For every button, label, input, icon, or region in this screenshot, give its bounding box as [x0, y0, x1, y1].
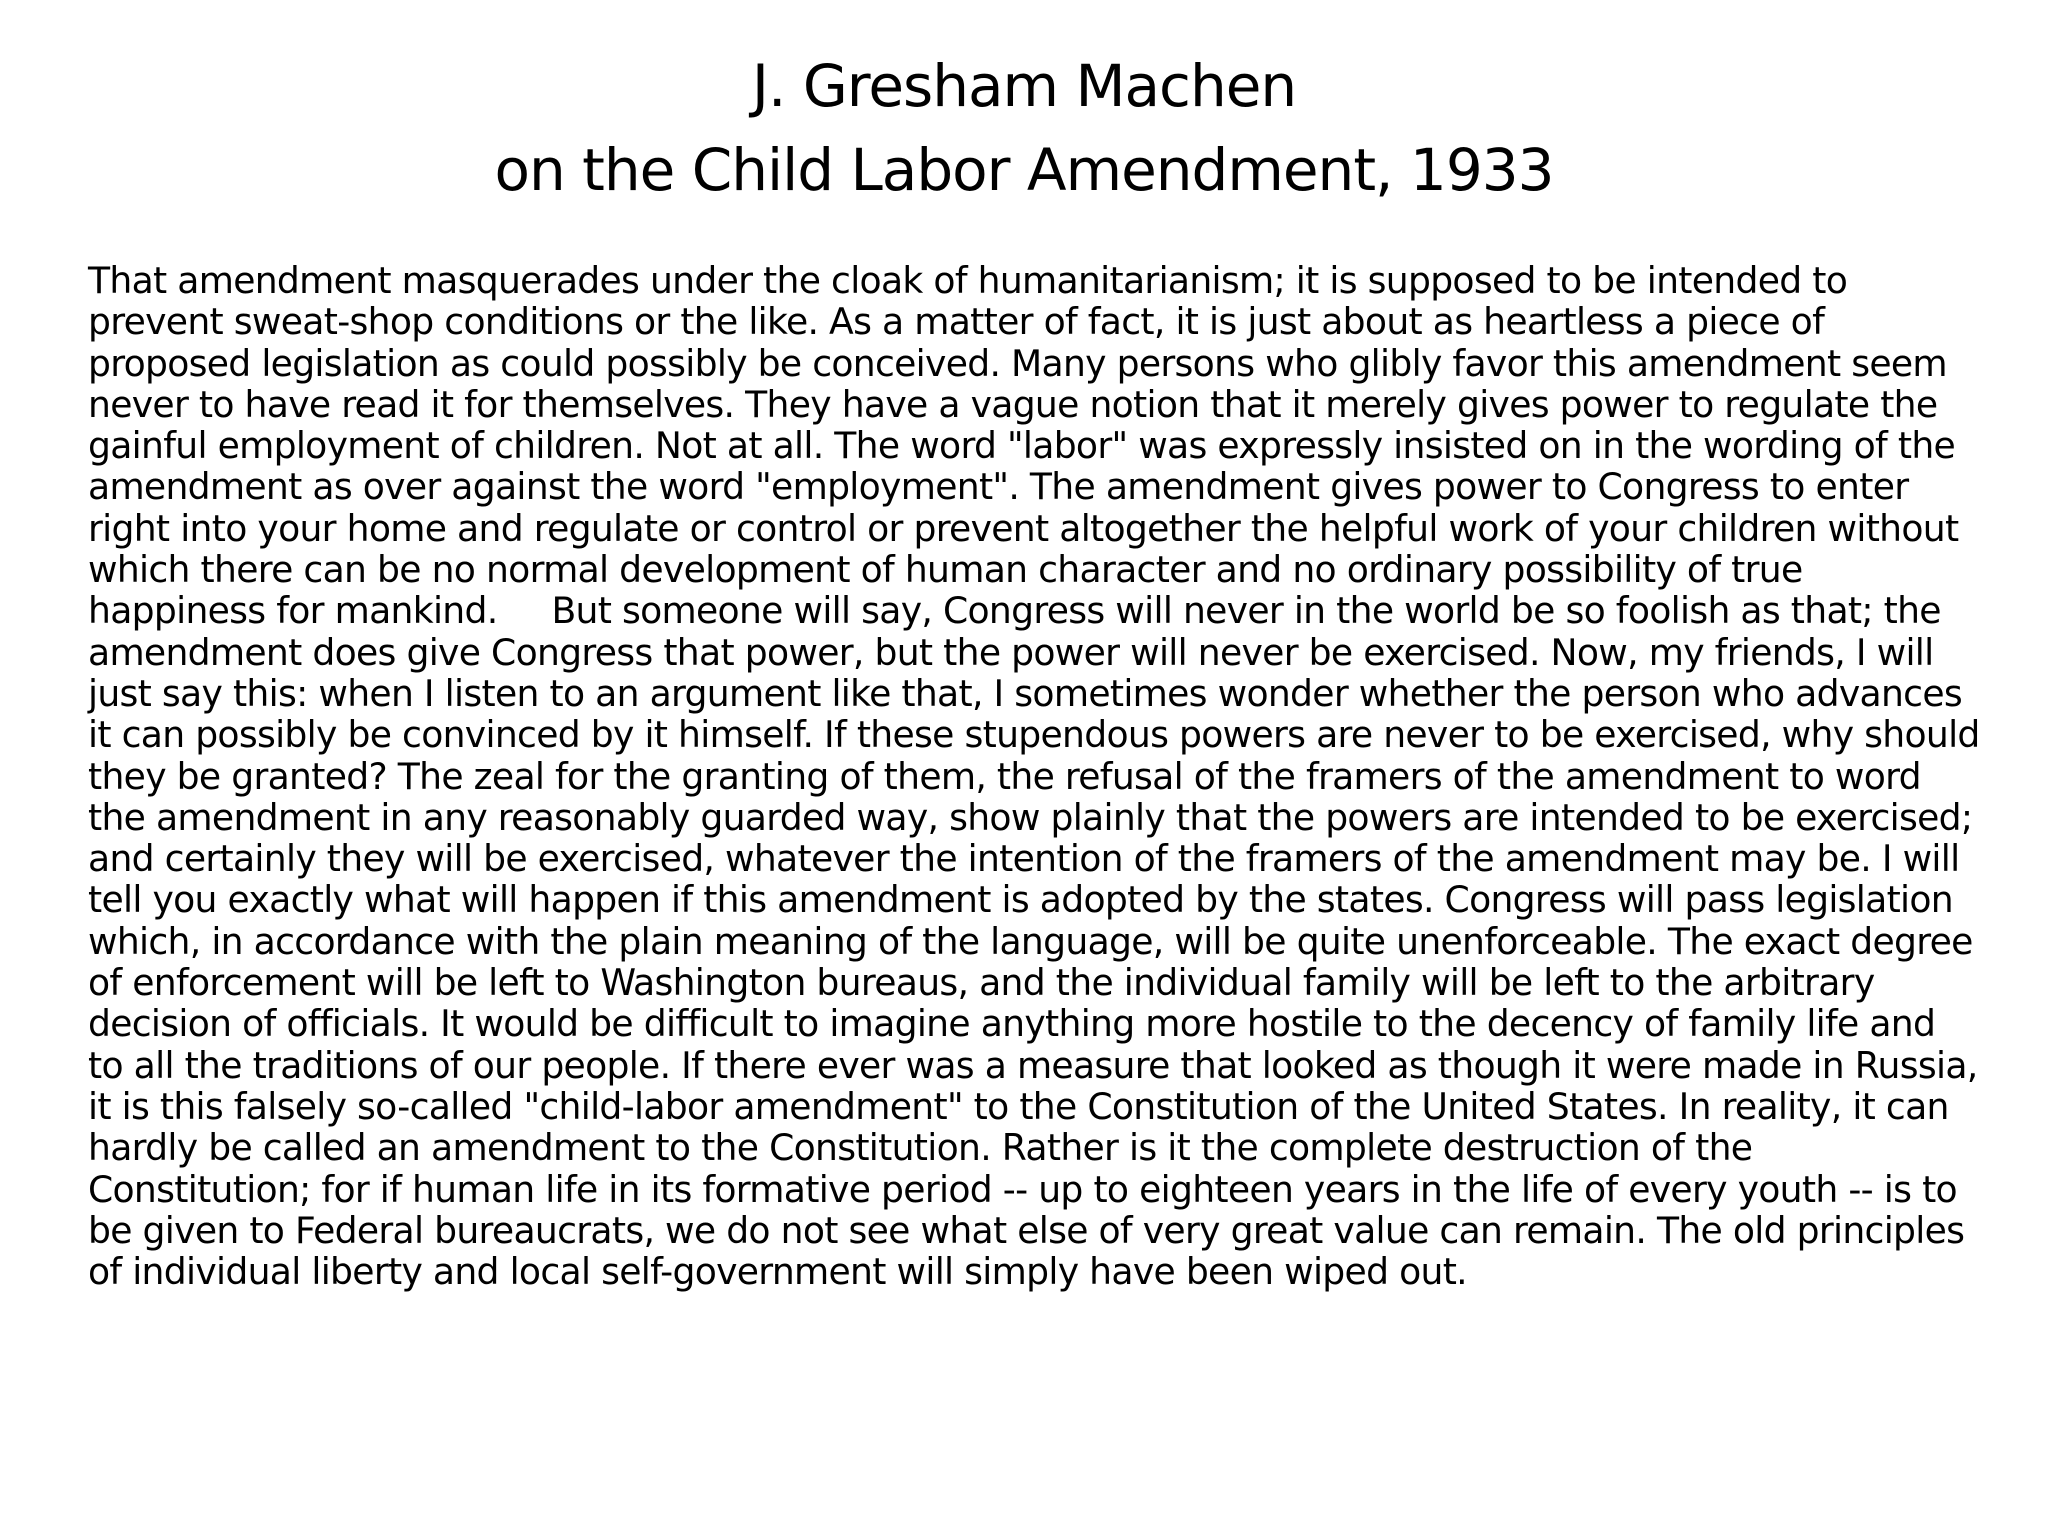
quote-line: never to have read it for themselves. They have a vague notion that it merely gives power to regulate the [88, 382, 1938, 426]
quote-body [88, 260, 2008, 1292]
quote-line: be given to Federal bureaucrats, we do not see what else of very great value can remain. The old principles [88, 1208, 1965, 1252]
title-line-1: J. Gresham Machen [751, 52, 1297, 120]
quote-line: amendment as over against the word "employment". The amendment gives power to Congress to enter [88, 465, 1909, 509]
quote-line: to all the traditions of our people. If there ever was a measure that looked as though it were made in Russia, [88, 1043, 1978, 1087]
quote-line: of enforcement will be left to Washington bureaus, and the individual family will be left to the arbitrary [88, 961, 1875, 1005]
quote-line: happiness for mankind. But someone will say, Congress will never in the world be so foolish as that; the [88, 589, 1941, 633]
quote-line: prevent sweat-shop conditions or the like. As a matter of fact, it is just about as heartless a piece of [88, 300, 1825, 344]
quote-line: the amendment in any reasonably guarded way, show plainly that the powers are intended to be exercised; [88, 795, 1973, 839]
title-line-2: on the Child Labor Amendment, 1933 [494, 136, 1554, 204]
quote-line: gainful employment of children. Not at all. The word "labor" was expressly insisted on in the wording of the [88, 424, 1956, 468]
quote-line: and certainly they will be exercised, whatever the intention of the framers of the amendment may be. I will [88, 837, 1960, 881]
quote-line: they be granted? The zeal for the granting of them, the refusal of the framers of the amendment to word [88, 754, 1921, 798]
quote-line: proposed legislation as could possibly be conceived. Many persons who glibly favor this amendment seem [88, 341, 1947, 385]
quote-line: just say this: when I listen to an argument like that, I sometimes wonder whether the person who advances [88, 671, 1962, 715]
quote-line: it can possibly be convinced by it himself. If these stupendous powers are never to be exercised, why should [88, 713, 1980, 757]
quote-line: which there can be no normal development of human character and no ordinary possibility of true [88, 548, 1803, 592]
quote-line: decision of officials. It would be difficult to imagine anything more hostile to the decency of family life and [88, 1002, 1936, 1046]
slide-title [0, 44, 2048, 212]
quote-line: Constitution; for if human life in its formative period -- up to eighteen years in the life of every youth -- is to [88, 1167, 1957, 1211]
quote-line: right into your home and regulate or control or prevent altogether the helpful work of your children without [88, 506, 1959, 550]
quote-line: That amendment masquerades under the cloak of humanitarianism; it is supposed to be intended to [88, 259, 1848, 302]
quote-line: hardly be called an amendment to the Constitution. Rather is it the complete destruction of the [88, 1126, 1753, 1170]
quote-line: tell you exactly what will happen if this amendment is adopted by the states. Congress will pass legislation [88, 878, 1954, 922]
quote-line: of individual liberty and local self-government will simply have been wiped out. [88, 1250, 1467, 1294]
quote-line: amendment does give Congress that power, but the power will never be exercised. Now, my friends, I will [88, 630, 1934, 674]
quote-line: it is this falsely so-called "child-labor amendment" to the Constitution of the United States. In reality, it can [88, 1084, 1949, 1128]
quote-line: which, in accordance with the plain meaning of the language, will be quite unenforceable. The exact degree [88, 919, 1973, 963]
